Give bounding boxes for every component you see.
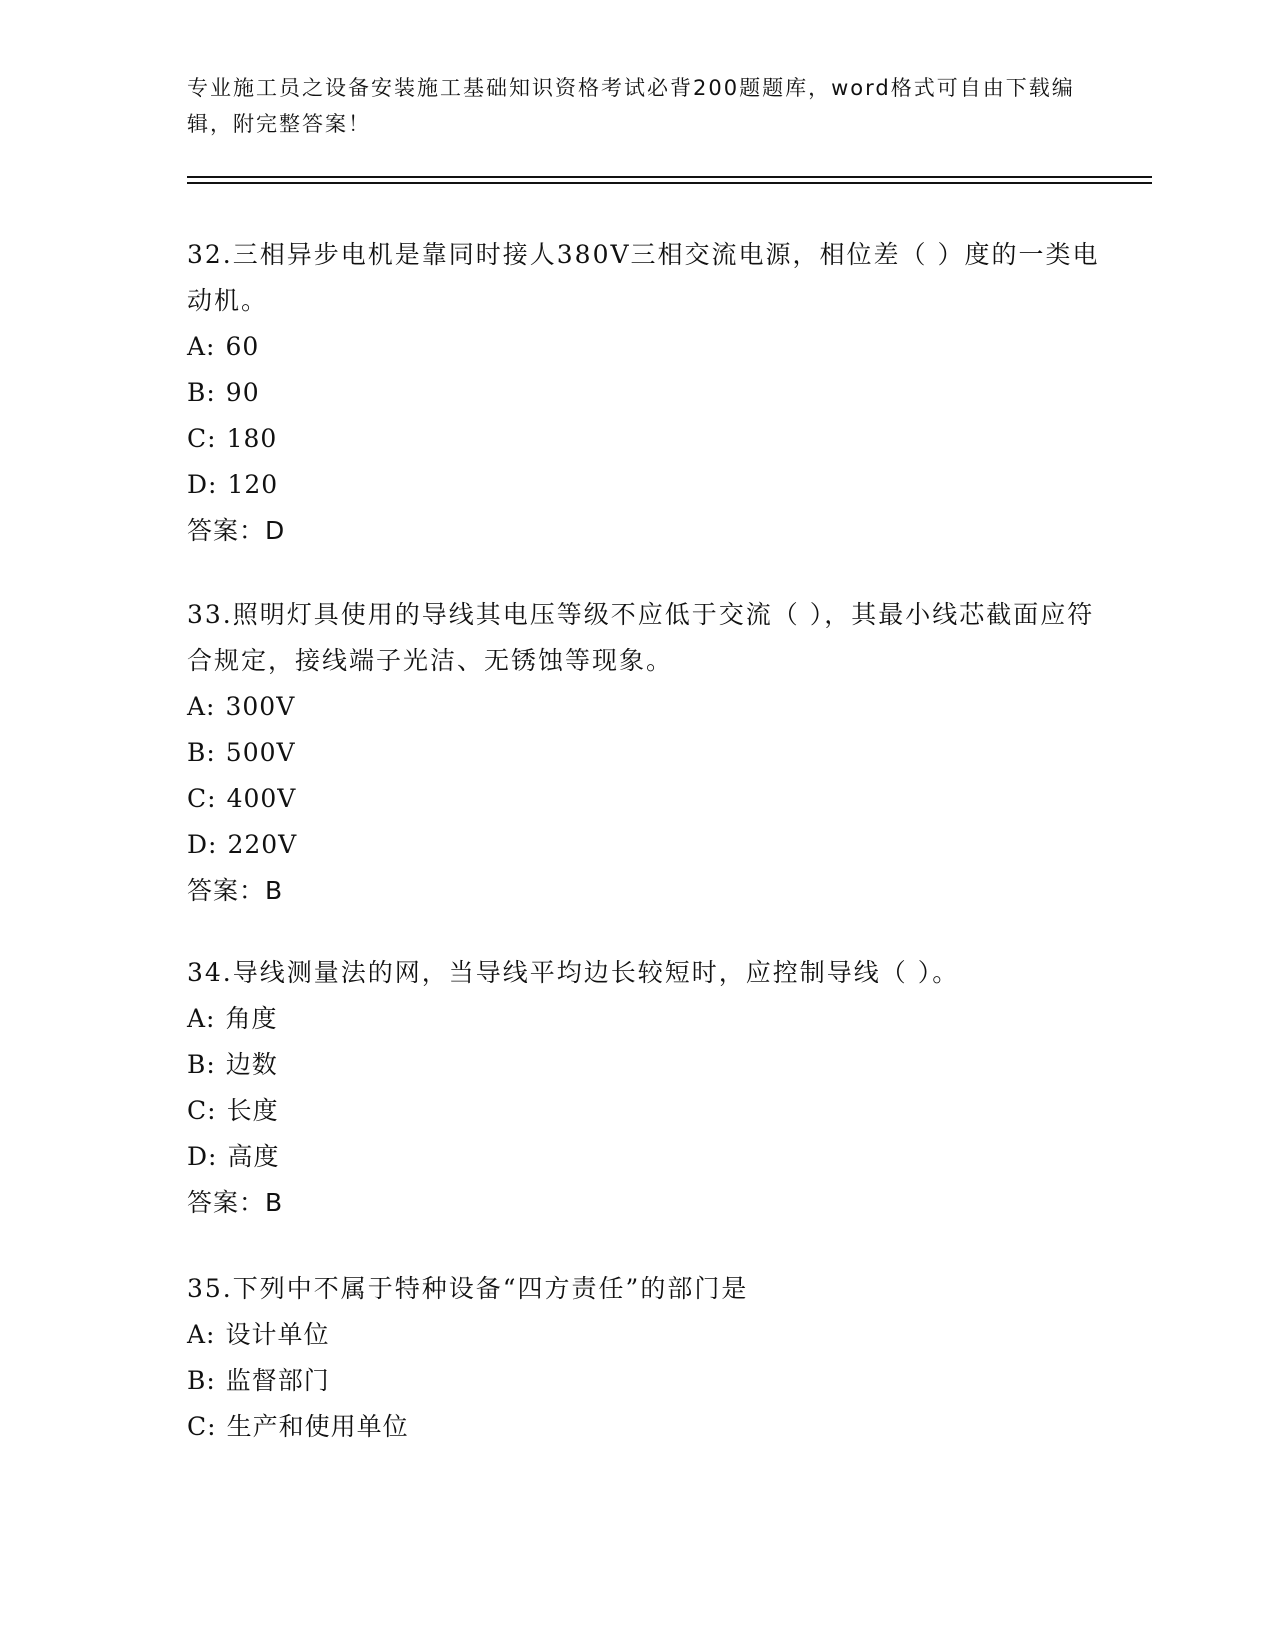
- option-value: 300V: [225, 692, 296, 721]
- option-letter: B:: [187, 738, 216, 767]
- option-c: [187, 1088, 1107, 1134]
- option-letter: A:: [187, 1320, 216, 1349]
- option-letter: A:: [187, 332, 216, 361]
- option-b: [187, 370, 1107, 416]
- option-letter: C:: [187, 1096, 217, 1125]
- question-32: [187, 232, 1107, 554]
- option-value: 设计单位: [225, 1320, 330, 1349]
- option-value: 长度: [226, 1096, 279, 1125]
- option-value: 220V: [227, 830, 298, 859]
- option-a: [187, 324, 1107, 370]
- option-letter: C:: [187, 784, 217, 813]
- option-value: 角度: [225, 1004, 278, 1033]
- option-letter: A:: [187, 1004, 216, 1033]
- question-35: [187, 1266, 1107, 1450]
- option-value: 120: [227, 470, 279, 499]
- option-letter: D:: [187, 1142, 218, 1171]
- option-a: [187, 684, 1107, 730]
- answer-line: 答案：B: [187, 876, 284, 905]
- option-letter: C:: [187, 424, 217, 453]
- option-a: [187, 1312, 1107, 1358]
- option-d: [187, 1134, 1107, 1180]
- option-value: 90: [225, 378, 260, 407]
- option-value: 180: [226, 424, 278, 453]
- question-33: [187, 592, 1107, 914]
- option-b: [187, 730, 1107, 776]
- option-c: [187, 416, 1107, 462]
- option-c: [187, 1404, 1107, 1450]
- option-c: [187, 776, 1107, 822]
- option-a: [187, 996, 1107, 1042]
- question-stem: 35.下列中不属于特种设备“四方责任”的部门是: [187, 1274, 749, 1303]
- option-value: 高度: [227, 1142, 280, 1171]
- option-letter: D:: [187, 470, 218, 499]
- option-value: 500V: [225, 738, 296, 767]
- option-value: 边数: [225, 1050, 278, 1079]
- question-stem: 34.导线测量法的网，当导线平均边长较短时，应控制导线（ ）。: [187, 958, 960, 987]
- answer-line: 答案：D: [187, 516, 286, 545]
- document-header: 专业施工员之设备安装施工基础知识资格考试必背200题题库，word格式可自由下载编辑，附完整答案！: [187, 76, 1075, 136]
- header-divider-bottom: [187, 182, 1152, 184]
- option-d: [187, 822, 1107, 868]
- question-stem: 32.三相异步电机是靠同时接人380V三相交流电源，相位差（ ）度的一类电动机。: [187, 240, 1100, 315]
- option-letter: D:: [187, 830, 218, 859]
- option-letter: A:: [187, 692, 216, 721]
- option-d: [187, 462, 1107, 508]
- answer-line: 答案：B: [187, 1188, 284, 1217]
- header-divider-top: [187, 176, 1152, 178]
- question-stem: 33.照明灯具使用的导线其电压等级不应低于交流（ ），其最小线芯截面应符合规定，接线端子光洁、无锈蚀等现象。: [187, 600, 1095, 675]
- option-value: 监督部门: [225, 1366, 330, 1395]
- option-value: 400V: [226, 784, 297, 813]
- option-letter: C:: [187, 1412, 217, 1441]
- option-b: [187, 1042, 1107, 1088]
- option-b: [187, 1358, 1107, 1404]
- option-letter: B:: [187, 1366, 216, 1395]
- option-value: 60: [225, 332, 260, 361]
- option-letter: B:: [187, 1050, 216, 1079]
- option-letter: B:: [187, 378, 216, 407]
- question-34: [187, 950, 1107, 1226]
- option-value: 生产和使用单位: [226, 1412, 409, 1441]
